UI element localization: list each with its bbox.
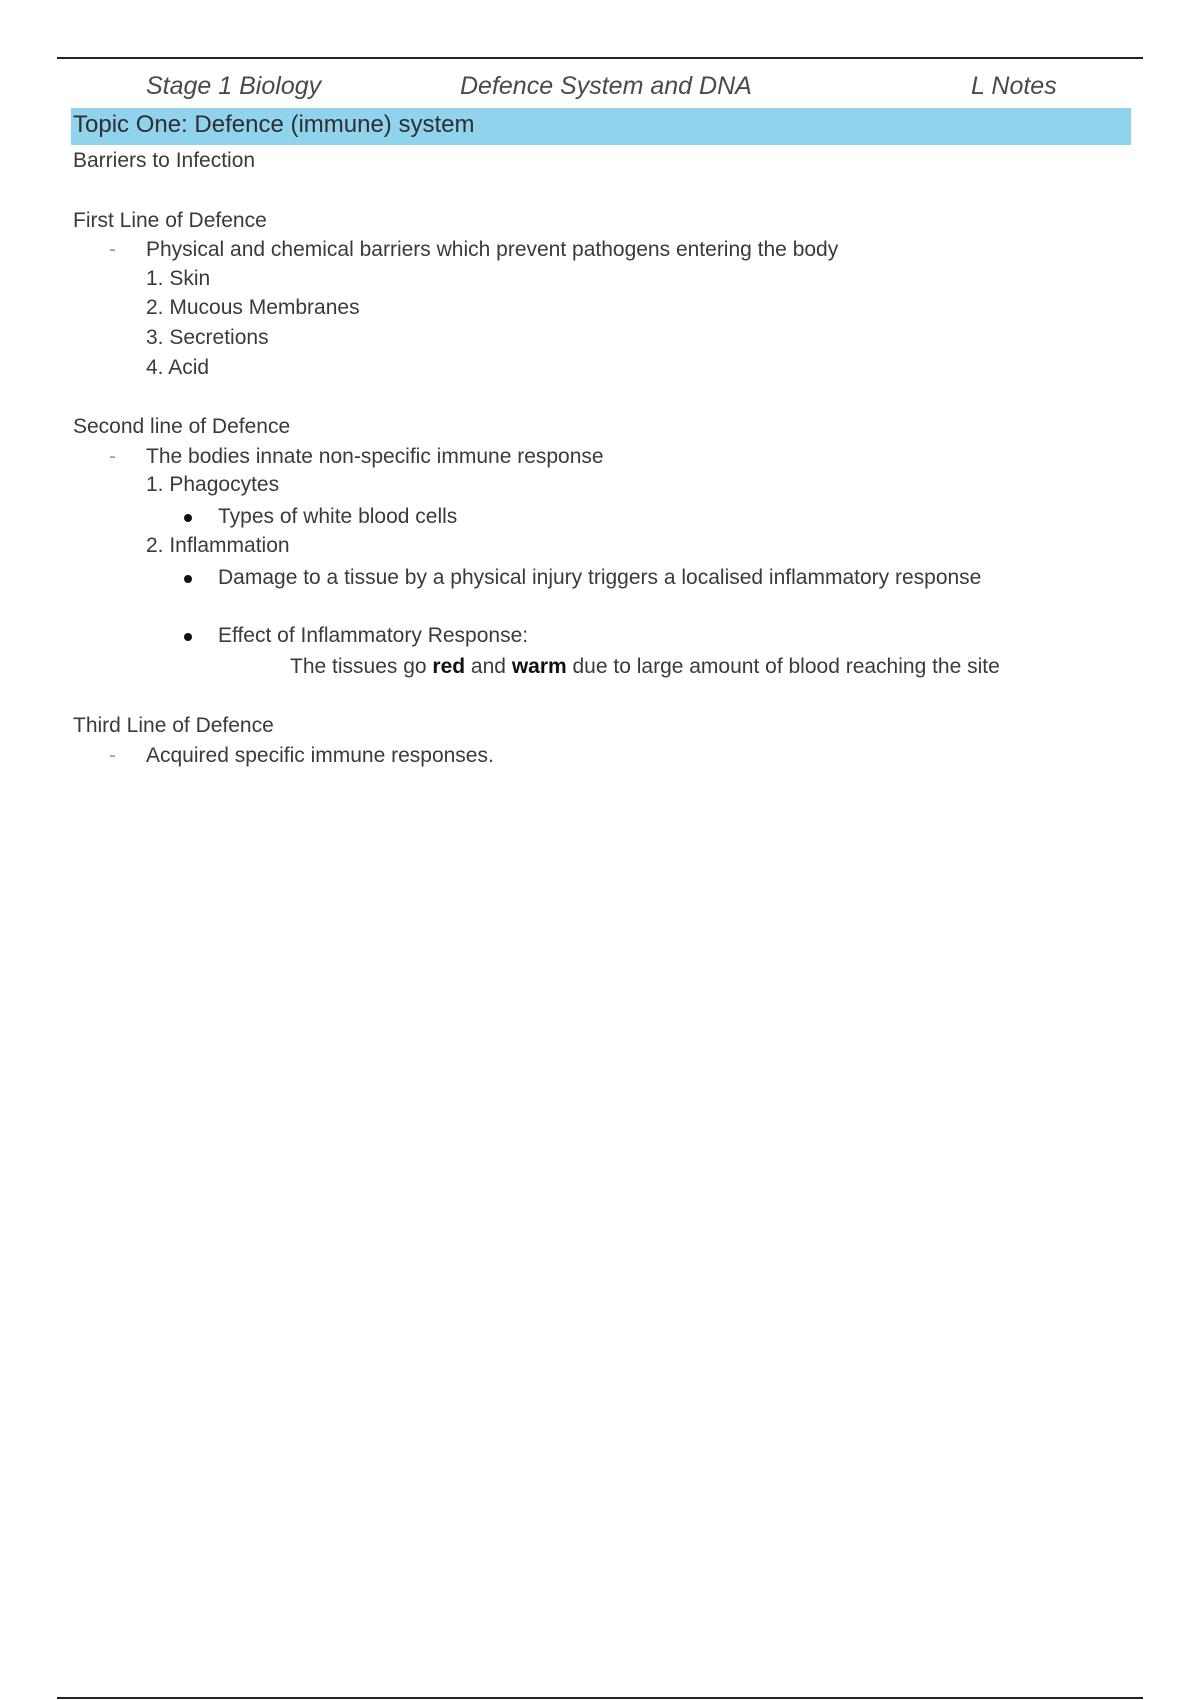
effect-suffix: due to large amount of blood reaching the site bbox=[566, 655, 1000, 678]
bullet-icon bbox=[184, 514, 192, 522]
second-line-item-inflammation: 2. Inflammation bbox=[146, 534, 290, 557]
effect-middle: and bbox=[465, 655, 512, 678]
bullet-icon bbox=[184, 633, 192, 641]
top-rule bbox=[57, 57, 1143, 59]
effect-word-warm: warm bbox=[511, 655, 567, 678]
third-line-heading: Third Line of Defence bbox=[73, 714, 274, 737]
page-header bbox=[0, 72, 1200, 106]
barriers-heading: Barriers to Infection bbox=[73, 149, 256, 172]
first-line-item-mucous: 2. Mucous Membranes bbox=[146, 296, 360, 319]
first-line-item-secretions: 3. Secretions bbox=[146, 326, 269, 349]
first-line-item-skin: 1. Skin bbox=[146, 267, 211, 290]
header-unit: Defence System and DNA bbox=[460, 72, 752, 100]
inflammation-bullet-damage: Damage to a tissue by a physical injury triggers a localised inflammatory response bbox=[218, 566, 982, 589]
header-notes: L Notes bbox=[971, 72, 1057, 100]
second-line-heading: Second line of Defence bbox=[73, 415, 291, 438]
second-line-item-phagocytes: 1. Phagocytes bbox=[146, 473, 280, 496]
phagocytes-bullet-text: Types of white blood cells bbox=[218, 505, 458, 528]
topic-title-bar bbox=[71, 108, 1131, 145]
bottom-rule bbox=[57, 1697, 1143, 1699]
bullet-icon bbox=[184, 575, 192, 583]
topic-title: Topic One: Defence (immune) system bbox=[73, 111, 475, 138]
inflammation-bullet-effect: Effect of Inflammatory Response: bbox=[218, 624, 529, 647]
first-line-item-acid: 4. Acid bbox=[146, 356, 210, 379]
first-line-description: Physical and chemical barriers which prevent pathogens entering the body bbox=[146, 238, 839, 261]
second-line-description: The bodies innate non-specific immune response bbox=[146, 445, 604, 468]
first-line-dash: - bbox=[109, 238, 116, 261]
second-line-dash: - bbox=[109, 445, 116, 468]
header-course: Stage 1 Biology bbox=[146, 72, 322, 100]
effect-word-red: red bbox=[432, 655, 466, 678]
first-line-heading: First Line of Defence bbox=[73, 209, 267, 232]
inflammation-effect-detail bbox=[290, 654, 1000, 680]
third-line-description: Acquired specific immune responses. bbox=[146, 744, 494, 767]
third-line-dash: - bbox=[109, 744, 116, 767]
effect-prefix: The tissues go bbox=[290, 655, 433, 678]
